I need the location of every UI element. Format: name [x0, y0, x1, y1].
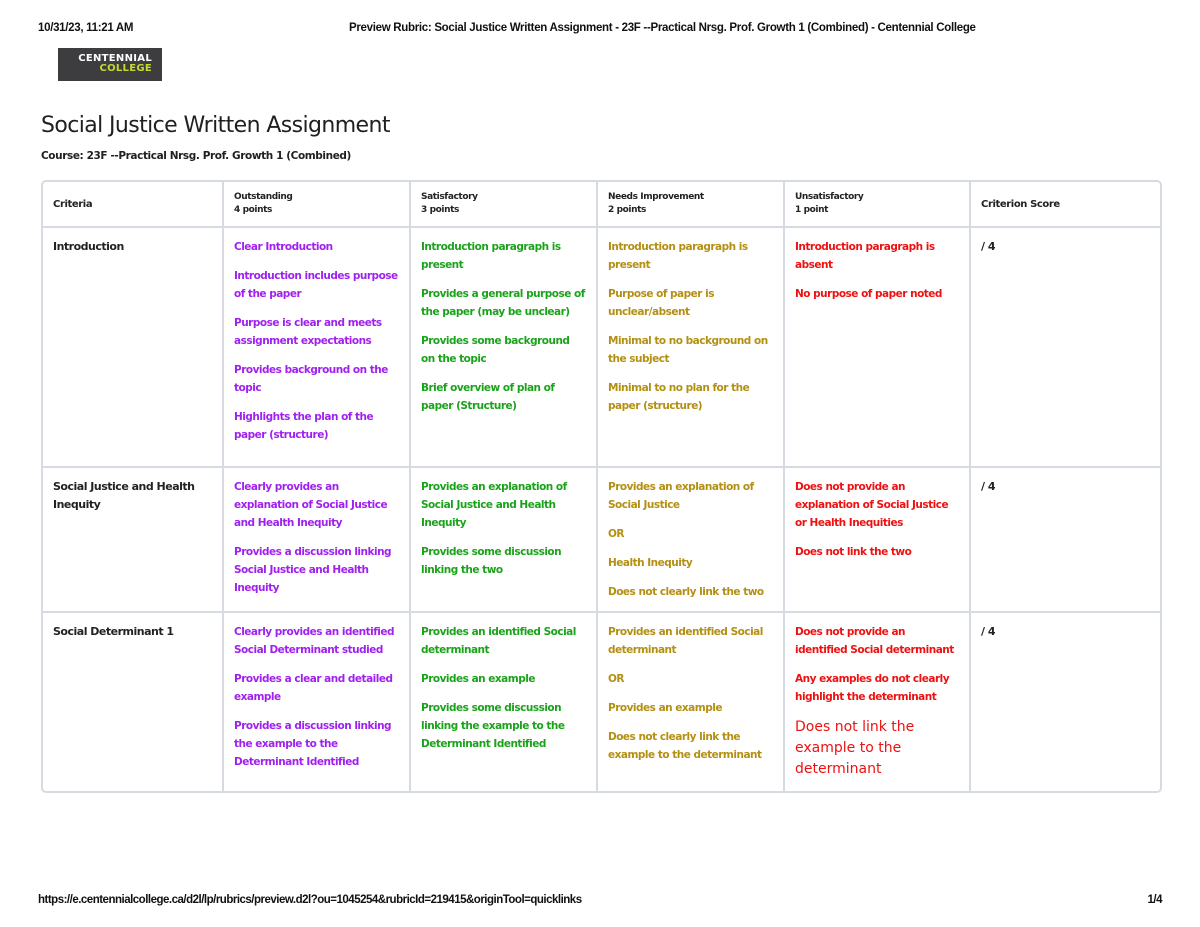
- descriptor: Does not clearly link the example to the determinant: [608, 731, 762, 761]
- descriptor: Provides some discussion linking the example to the Determinant Identified: [421, 702, 565, 750]
- descriptor: Provides some discussion linking the two: [421, 546, 562, 576]
- descriptor: Provides background on the topic: [234, 364, 388, 394]
- descriptor: Clearly provides an explanation of Social Justice and Health Inequity: [234, 481, 388, 529]
- descriptor: Provides an explanation of Social Justice: [608, 481, 754, 511]
- criterion-name: Social Determinant 1: [43, 613, 224, 791]
- criterion-name: Introduction: [43, 228, 224, 468]
- page-number: 1/4: [1147, 894, 1162, 906]
- level-cell-outstanding: [224, 468, 411, 613]
- descriptor: Provides an identified Social determinant: [608, 626, 763, 656]
- level-name: Outstanding: [234, 192, 293, 202]
- print-footer: [38, 894, 1162, 910]
- descriptor: Provides an identified Social determinant: [421, 626, 576, 656]
- descriptor: Introduction paragraph is absent: [795, 241, 935, 271]
- print-header: [38, 22, 1162, 38]
- level-points: 2 points: [608, 205, 646, 215]
- descriptor: Brief overview of plan of paper (Structure): [421, 382, 555, 412]
- descriptor: Does not clearly link the two: [608, 586, 764, 598]
- level-cell-needs-improvement: [598, 468, 785, 613]
- descriptor: Minimal to no plan for the paper (structure): [608, 382, 750, 412]
- descriptor: Provides a general purpose of the paper (may be unclear): [421, 288, 585, 318]
- print-datetime: 10/31/23, 11:21 AM: [38, 22, 134, 34]
- level-points: 1 point: [795, 205, 829, 215]
- descriptor: Provides a discussion linking the example to the Determinant Identified: [234, 720, 392, 768]
- level-cell-satisfactory: [411, 468, 598, 613]
- level-header-outstanding: [224, 182, 411, 228]
- logo-line-1: CENTENNIAL: [78, 53, 152, 64]
- rubric-table: [41, 180, 1162, 793]
- level-name: Satisfactory: [421, 192, 478, 202]
- descriptor: Clear Introduction: [234, 241, 333, 253]
- centennial-college-logo: [58, 48, 162, 81]
- criteria-header: Criteria: [43, 182, 224, 228]
- descriptor: No purpose of paper noted: [795, 288, 942, 300]
- descriptor: Purpose is clear and meets assignment expectations: [234, 317, 382, 347]
- criterion-score: / 4: [971, 228, 1160, 468]
- rubric-header-row: [43, 182, 1160, 228]
- descriptor: Introduction includes purpose of the paper: [234, 270, 398, 300]
- descriptor: Does not link the two: [795, 546, 912, 558]
- descriptor: Introduction paragraph is present: [421, 241, 561, 271]
- descriptor: Provides a discussion linking Social Justice and Health Inequity: [234, 546, 392, 594]
- level-cell-needs-improvement: [598, 613, 785, 791]
- descriptor: Does not provide an identified Social determinant: [795, 626, 954, 656]
- level-cell-satisfactory: [411, 613, 598, 791]
- level-header-satisfactory: [411, 182, 598, 228]
- level-cell-unsatisfactory: [785, 228, 971, 468]
- descriptor: Health Inequity: [608, 557, 693, 569]
- level-cell-needs-improvement: [598, 228, 785, 468]
- level-cell-unsatisfactory: [785, 468, 971, 613]
- rubric-row-social-determinant-1: [43, 613, 1160, 791]
- page-title: Social Justice Written Assignment: [41, 113, 390, 138]
- descriptor: Provides an example: [608, 702, 722, 714]
- descriptor: Does not provide an explanation of Social Justice or Health Inequities: [795, 481, 949, 529]
- level-points: 4 points: [234, 205, 272, 215]
- descriptor: Provides a clear and detailed example: [234, 673, 393, 703]
- descriptor: Provides some background on the topic: [421, 335, 570, 365]
- level-header-unsatisfactory: [785, 182, 971, 228]
- rubric-row-introduction: [43, 228, 1160, 468]
- descriptor: OR: [608, 673, 625, 685]
- course-label: Course: 23F --Practical Nrsg. Prof. Growth 1 (Combined): [41, 150, 351, 162]
- level-name: Unsatisfactory: [795, 192, 864, 202]
- descriptor: OR: [608, 528, 625, 540]
- descriptor: Any examples do not clearly highlight the determinant: [795, 673, 950, 703]
- level-name: Needs Improvement: [608, 192, 704, 202]
- rubric-row-social-justice-health-inequity: [43, 468, 1160, 613]
- descriptor: Clearly provides an identified Social Determinant studied: [234, 626, 395, 656]
- descriptor: Highlights the plan of the paper (structure): [234, 411, 374, 441]
- logo-line-2: COLLEGE: [99, 63, 152, 74]
- criterion-score: / 4: [971, 468, 1160, 613]
- level-cell-unsatisfactory: [785, 613, 971, 791]
- criterion-name: Social Justice and Health Inequity: [43, 468, 224, 613]
- level-cell-outstanding: [224, 228, 411, 468]
- criterion-score: / 4: [981, 625, 996, 638]
- level-header-needs-improvement: [598, 182, 785, 228]
- criterion-score-header: Criterion Score: [971, 182, 1160, 228]
- print-url: https://e.centennialcollege.ca/d2l/lp/rubrics/preview.d2l?ou=1045254&rubricId=219415&originTool=quicklinks: [38, 894, 582, 906]
- descriptor: Does not link the example to the determinant: [795, 719, 915, 777]
- descriptor: Minimal to no background on the subject: [608, 335, 768, 365]
- descriptor: Purpose of paper is unclear/absent: [608, 288, 714, 318]
- descriptor: Provides an example: [421, 673, 535, 685]
- descriptor: Introduction paragraph is present: [608, 241, 748, 271]
- level-cell-outstanding: [224, 613, 411, 791]
- level-points: 3 points: [421, 205, 459, 215]
- descriptor: Provides an explanation of Social Justice and Health Inequity: [421, 481, 567, 529]
- print-page-title: Preview Rubric: Social Justice Written Assignment - 23F --Practical Nrsg. Prof. Growth 1 (Combined) - Centennial College: [349, 22, 976, 34]
- level-cell-satisfactory: [411, 228, 598, 468]
